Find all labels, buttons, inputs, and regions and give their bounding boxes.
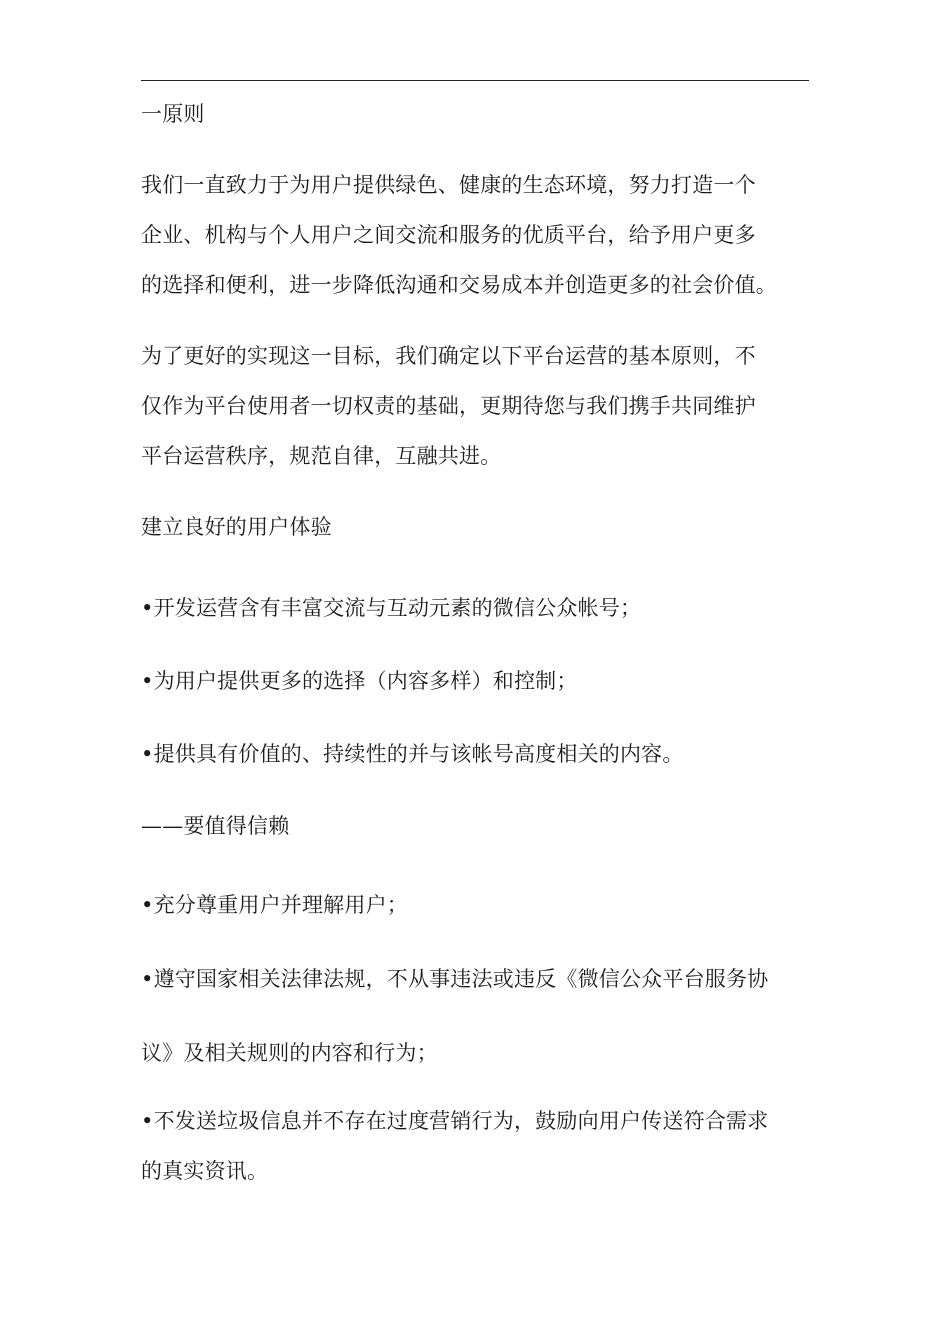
list-item: •遵守国家相关法律法规，不从事违法或违反《微信公众平台服务协 (141, 967, 769, 991)
list-item-continuation: 的真实资讯。 (141, 1159, 269, 1183)
header-rule (141, 80, 809, 81)
intro-line: 我们一直致力于为用户提供绿色、健康的生态环境，努力打造一个 (141, 173, 756, 197)
goal-line: 仅作为平台使用者一切权责的基础，更期待您与我们携手共同维护 (141, 394, 756, 418)
list-item-continuation: 议》及相关规则的内容和行为； (141, 1041, 438, 1065)
list-item: •不发送垃圾信息并不存在过度营销行为，鼓励向用户传送符合需求 (141, 1109, 769, 1133)
section-title-user-experience: 建立良好的用户体验 (141, 515, 332, 539)
list-item: •提供具有价值的、持续性的并与该帐号高度相关的内容。 (141, 742, 684, 766)
list-item: •充分尊重用户并理解用户； (141, 893, 408, 917)
intro-line: 企业、机构与个人用户之间交流和服务的优质平台，给予用户更多 (141, 223, 756, 247)
goal-line: 为了更好的实现这一目标，我们确定以下平台运营的基本原则，不 (141, 344, 756, 368)
list-item: •开发运营含有丰富交流与互动元素的微信公众帐号； (141, 596, 642, 620)
heading-principle: 一原则 (141, 102, 205, 126)
section-title-trust: ——要值得信赖 (141, 814, 290, 838)
goal-line: 平台运营秩序，规范自律，互融共进。 (141, 444, 502, 468)
intro-line: 的选择和便利，进一步降低沟通和交易成本并创造更多的社会价值。 (141, 273, 777, 297)
list-item: •为用户提供更多的选择（内容多样）和控制； (141, 669, 578, 693)
